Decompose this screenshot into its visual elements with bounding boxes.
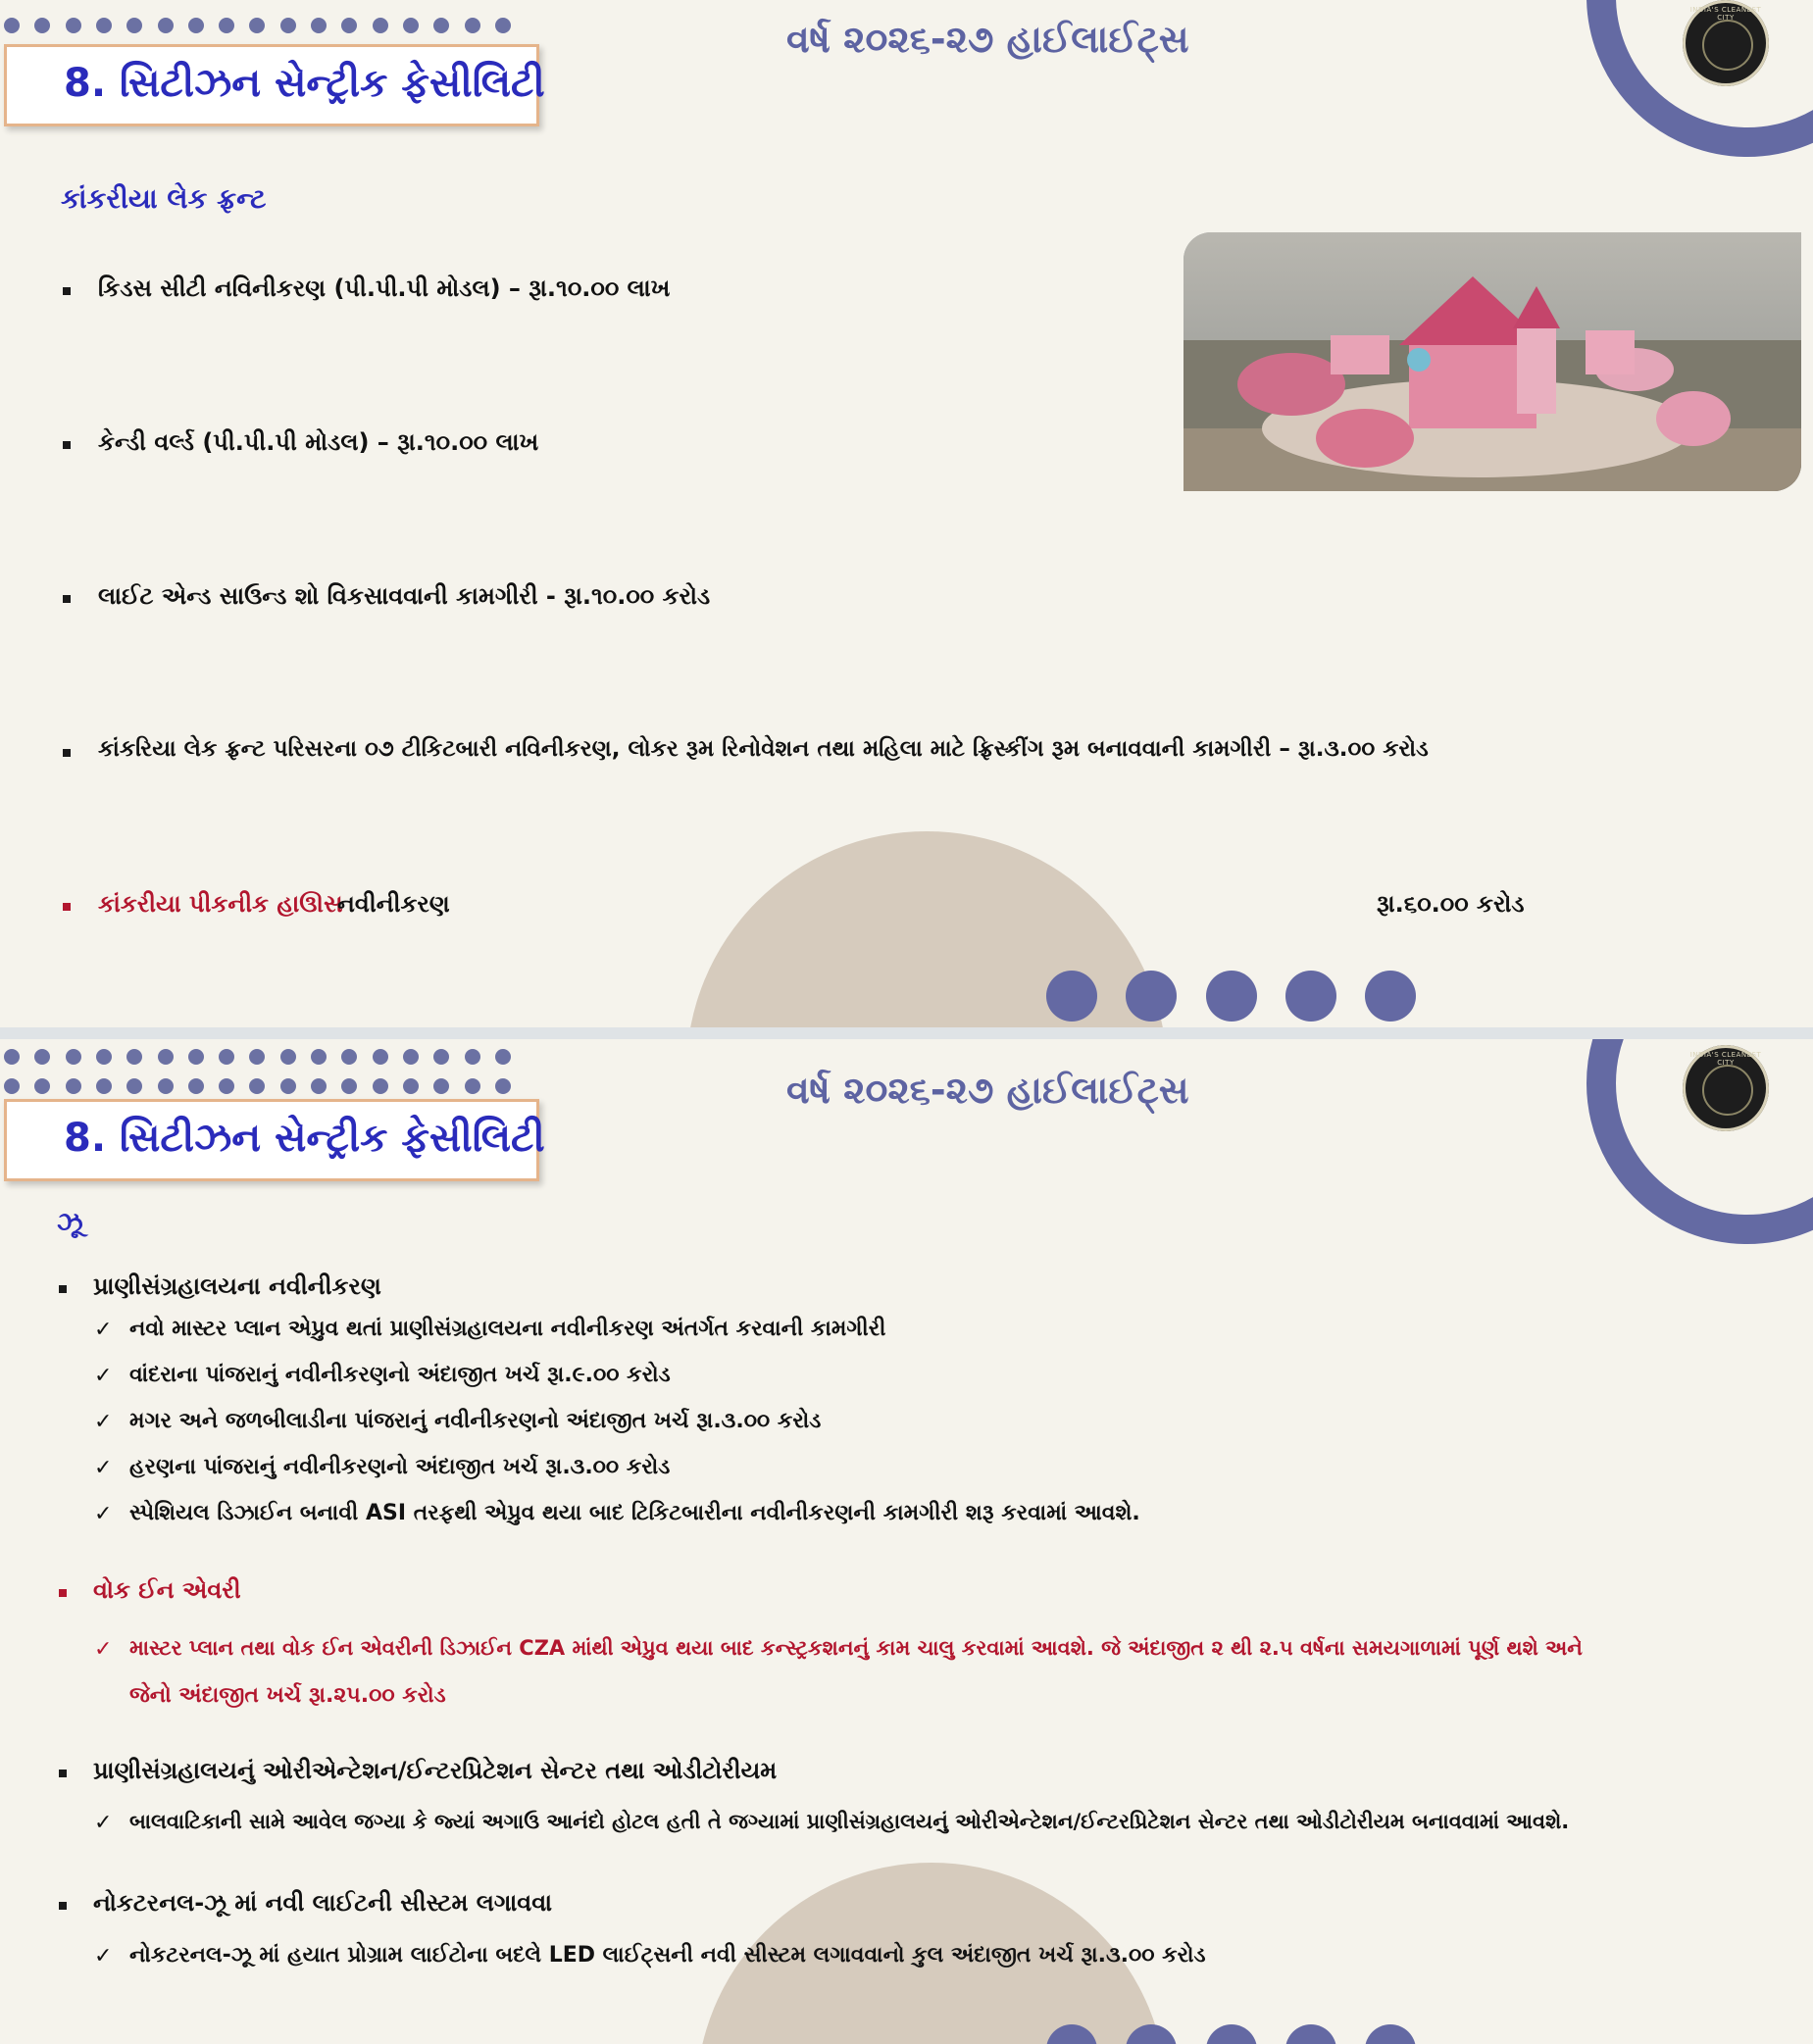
picnic-house-amount: રૂા.૬૦.૦૦ કરોડ: [1377, 890, 1525, 918]
section-title: 8. સિટીઝન સેન્ટ્રીક ફેસીલિટી: [64, 61, 545, 106]
candy-world-item: કેન્ડી વર્લ્ડ (પી.પી.પી મોડલ) – રૂા.૧૦.૦૦ લાખ: [98, 428, 539, 456]
decorative-dot: [4, 1078, 20, 1094]
decorative-dot: [158, 1049, 174, 1065]
nocturnal-zoo-item: નોકટરનલ-ઝૂ માં હયાત પ્રોગ્રામ લાઈટોના બદલે LED લાઈટ્સની નવી સીસ્ટમ લગાવવાનો કુલ અંદાજીત ખર્ચ રૂા.૩.૦૦ કરોડ: [129, 1943, 1206, 1968]
decorative-dot: [219, 1078, 234, 1094]
decorative-dot: [1206, 2024, 1257, 2044]
decorative-dot: [433, 1078, 449, 1094]
decorative-dot: [4, 18, 20, 33]
walk-in-aviary-title: વોક ઈન એવરી: [93, 1576, 241, 1604]
decorative-dot: [66, 18, 81, 33]
zoo-renovation-item: સ્પેશિયલ ડિઝાઈન બનાવી ASI તરફથી એપ્રુવ થયા બાદ ટિકિટબારીના નવીનીકરણની કામગીરી શરૂ કરવામાં આવશે.: [129, 1501, 1140, 1525]
decorative-dot: [1126, 971, 1177, 1022]
decorative-dot: [96, 1078, 112, 1094]
decorative-dot: [34, 1049, 50, 1065]
decorative-dot: [1365, 2024, 1416, 2044]
decorative-dot: [1206, 971, 1257, 1022]
decorative-dot: [249, 1049, 265, 1065]
subheading: ઝૂ: [57, 1206, 83, 1238]
zoo-renovation-item: મગર અને જળબીલાડીના પાંજરાનું નવીનીકરણનો અંદાજીત ખર્ચ રૂા.૩.૦૦ કરોડ: [129, 1409, 822, 1433]
zoo-renovation-item: હરણના પાંજરાનું નવીનીકરણનો અંદાજીત ખર્ચ રૂા.૩.૦૦ કરોડ: [129, 1455, 671, 1479]
walk-in-aviary-item: માસ્ટર પ્લાન તથા વોક ઈન એવરીની ડિઝાઈન CZA માંથી એપ્રુવ થયા બાદ કન્સ્ટ્રકશનનું કામ ચાલુ કરવામાં આવશે. જે અંદાજીત ૨ થી ૨.૫ વર્ષના સમયગાળામાં પૂર્ણ થશે અને: [129, 1636, 1583, 1660]
zoo-renovation-item: નવો માસ્ટર પ્લાન એપ્રુવ થતાં પ્રાણીસંગ્રહાલયના નવીનીકરણ અંતર્ગત કરવાની કામગીરી: [129, 1317, 886, 1341]
decorative-dot: [126, 1078, 142, 1094]
decorative-dot: [311, 1049, 327, 1065]
decorative-dot: [1365, 971, 1416, 1022]
picnic-house-rest: નવીનીકરણ: [337, 890, 450, 918]
kids-city-item: કિડસ સીટી નવિનીકરણ (પી.પી.પી મોડલ) – રૂા.૧૦.૦૦ લાખ: [98, 274, 671, 302]
check-icon: ✓: [94, 1410, 113, 1434]
nocturnal-zoo-title: નોકટરનલ-ઝૂ માં નવી લાઈટની સીસ્ટમ લગાવવા: [93, 1889, 553, 1917]
decorative-dot: [1285, 971, 1336, 1022]
decorative-dot: [495, 1078, 511, 1094]
bullet-marker: [63, 749, 71, 757]
decorative-dot: [280, 1078, 296, 1094]
decorative-dot: [34, 1078, 50, 1094]
decorative-dot: [465, 18, 480, 33]
zoo-renovation-title: પ્રાણીસંગ્રહાલયના નવીનીકરણ: [93, 1272, 381, 1300]
check-icon: ✓: [94, 1637, 113, 1662]
decorative-dot: [433, 18, 449, 33]
decorative-dot: [188, 1078, 204, 1094]
decorative-dot: [96, 18, 112, 33]
section-title: 8. સિટીઝન સેન્ટ્રીક ફેસીલિટી: [64, 1116, 545, 1161]
picnic-house-red: કાંકરીયા પીકનીક હાઊસ: [98, 890, 343, 918]
decorative-dot: [373, 18, 388, 33]
decorative-dot: [465, 1078, 480, 1094]
slide-2: [0, 1039, 1813, 2044]
bullet-marker: [59, 1589, 67, 1597]
bullet-marker: [63, 903, 71, 911]
bullet-marker: [63, 287, 71, 295]
decorative-dot: [66, 1078, 81, 1094]
decorative-dot: [1046, 971, 1097, 1022]
decorative-dot: [403, 1049, 419, 1065]
decorative-dot: [158, 18, 174, 33]
interpretation-centre-title: પ્રાણીસંગ્રહાલયનું ઓરીએન્ટેશન/ઈન્ટરપ્રિટેશન સેન્ટર તથા ઓડીટોરીયમ: [93, 1757, 778, 1784]
decorative-dot: [219, 1049, 234, 1065]
decorative-dot: [158, 1078, 174, 1094]
decorative-dot: [311, 18, 327, 33]
page-heading: વર્ષ ૨૦૨૬-૨૭ હાઈલાઈટ્સ: [786, 1069, 1189, 1112]
bullet-marker: [63, 441, 71, 449]
bullet-marker: [59, 1902, 67, 1910]
amdavad-emblem-icon: INDIA'S CLEANEST CITY: [1683, 1045, 1769, 1131]
decorative-dot: [249, 1078, 265, 1094]
decorative-dot: [433, 1049, 449, 1065]
check-icon: ✓: [94, 1456, 113, 1480]
decorative-dot: [219, 18, 234, 33]
decorative-dot: [280, 1049, 296, 1065]
decorative-dot: [126, 18, 142, 33]
decorative-dot: [403, 18, 419, 33]
bullet-marker: [59, 1285, 67, 1293]
decorative-dot: [495, 18, 511, 33]
decorative-dot: [126, 1049, 142, 1065]
decorative-dot: [341, 1078, 357, 1094]
decorative-dot: [373, 1078, 388, 1094]
decorative-dot: [373, 1049, 388, 1065]
check-icon: ✓: [94, 1502, 113, 1526]
decorative-dot: [465, 1049, 480, 1065]
decorative-dot: [403, 1078, 419, 1094]
decorative-dot: [341, 1049, 357, 1065]
ticket-window-item: કાંકરિયા લેક ફ્રન્ટ પરિસરના ૦૭ ટીકિટબારી નવિનીકરણ, લોકર રૂમ રિનોવેશન તથા મહિલા માટે ફ્રિસ્કીંગ રૂમ બનાવવાની કામગીરી – રૂા.૩.૦૦ કરોડ: [98, 736, 1429, 762]
decorative-dot: [96, 1049, 112, 1065]
subheading: કાંકરીયા લેક ફ્રન્ટ: [61, 182, 267, 215]
bullet-marker: [59, 1770, 67, 1777]
decorative-dot: [495, 1049, 511, 1065]
decorative-dot: [280, 18, 296, 33]
decorative-dot: [311, 1078, 327, 1094]
page-heading: વર્ષ ૨૦૨૬-૨૭ હાઈલાઈટ્સ: [786, 18, 1189, 61]
decorative-dot: [4, 1049, 20, 1065]
slide-separator: [0, 1027, 1813, 1039]
zoo-renovation-item: વાંદરાના પાંજરાનું નવીનીકરણનો અંદાજીત ખર્ચ રૂા.૯.૦૦ કરોડ: [129, 1363, 671, 1387]
check-icon: ✓: [94, 1318, 113, 1342]
section-title-box: [4, 1099, 545, 1181]
check-icon: ✓: [94, 1811, 113, 1835]
check-icon: ✓: [94, 1364, 113, 1388]
decorative-dot: [188, 18, 204, 33]
decorative-dot: [188, 1049, 204, 1065]
kids-city-photo: [1183, 232, 1801, 491]
amdavad-emblem-icon: INDIA'S CLEANEST CITY: [1683, 0, 1769, 86]
decorative-dot: [249, 18, 265, 33]
decorative-dot: [66, 1049, 81, 1065]
decorative-dot: [34, 18, 50, 33]
decorative-dot: [341, 18, 357, 33]
section-title-box: [4, 44, 545, 126]
bullet-marker: [63, 595, 71, 603]
check-icon: ✓: [94, 1944, 113, 1969]
interpretation-centre-item: બાલવાટિકાની સામે આવેલ જગ્યા કે જ્યાં અગાઉ આનંદો હોટલ હતી તે જગ્યામાં પ્રાણીસંગ્રહાલયનું ઓરીએન્ટેશન/ઈન્ટરપ્રિટેશન સેન્ટર તથા ઓડીટોરીયમ બનાવવામાં આવશે.: [129, 1810, 1570, 1833]
light-sound-show-item: લાઈટ એન્ડ સાઉન્ડ શો વિકસાવવાની કામગીરી - રૂા.૧૦.૦૦ કરોડ: [98, 582, 711, 610]
decorative-dot: [1285, 2024, 1336, 2044]
walk-in-aviary-item-cont: જેનો અંદાજીત ખર્ચ રૂા.૨૫.૦૦ કરોડ: [129, 1683, 446, 1708]
